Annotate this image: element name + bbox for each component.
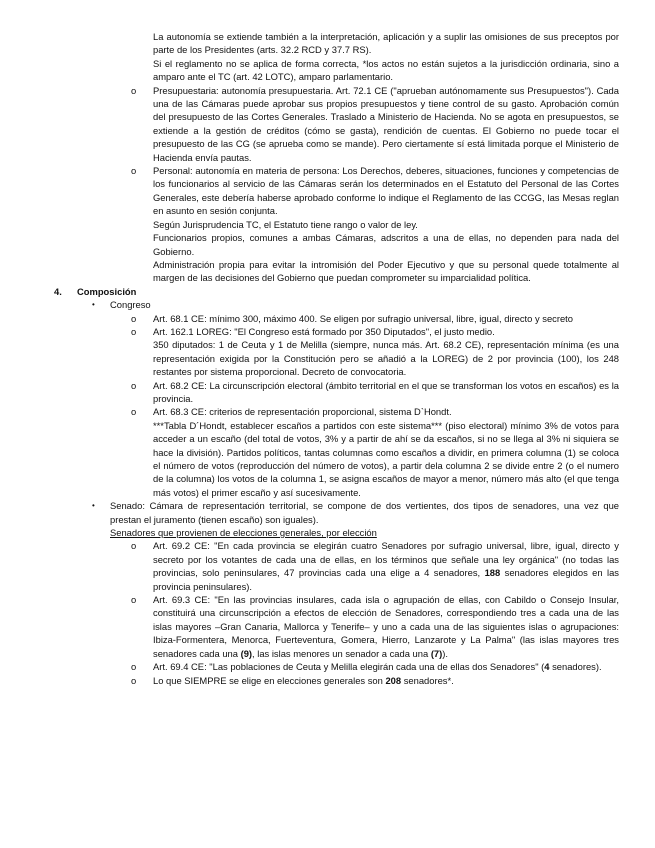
- text-personal-estatuto: Según Jurisprudencia TC, el Estatuto tiene rango o valor de ley.: [153, 218, 418, 230]
- text-tabla-dhondt: ***Tabla D´Hondt, establecer escaños a partidos con este sistema*** (piso electoral) mínimo 3% de votos para acceder a un escaño (del total de votos, 3% y a partir de ahí se da escaños, si no se llega al 3% ni siquiera se hace la división). Partidos políticos, tantas columnas como escaños a dividir, en primera columna (1) se coloca el número de votos (reproducción del número de votos), a partir dela columna 2 se divide entre 2 (o el numero de la columna) los votos de la columna 1, se asigna escaños de mayor a menor, número más alto (el que tenga más votos) el primer escaño y así sucesivamente.: [153, 419, 619, 498]
- list-item-art-162-1: [131, 325, 619, 379]
- text-art-69-3-c: ).: [442, 647, 449, 659]
- paragraph-interpretacion: [153, 30, 619, 57]
- number-188: 188: [484, 567, 501, 579]
- section-heading: [54, 285, 619, 298]
- text-interpretacion: La autonomía se extiende también a la interpretación, aplicación y a suplir las omisiones de sus preceptos por parte de los Presidentes (arts. 32.2 RCD y 37.7 RS).: [153, 31, 619, 56]
- document-page: [0, 30, 655, 687]
- bullet-senado: [92, 499, 619, 539]
- circle-bullet-icon: o: [131, 674, 137, 686]
- list-item-art-68-3: [131, 405, 619, 499]
- list-item-personal: [131, 164, 619, 285]
- text-art-69-4: [153, 660, 619, 673]
- circle-bullet-icon: o: [131, 312, 137, 324]
- list-item-art-69-2: [131, 539, 619, 593]
- section-number: 4.: [54, 285, 62, 297]
- text-reglamento: Si el reglamento no se aplica de forma correcta, *los actos no están sujetos a la jurisdicción ordinaria, sino a amparo ante el TC (art. 42 LOTC), amparo parlamentario.: [153, 57, 619, 83]
- text-art-162-1: Art. 162.1 LOREG: "El Congreso está formado por 350 Diputados", el justo medio.: [153, 325, 495, 337]
- circle-bullet-icon: o: [131, 540, 137, 552]
- text-art-68-2: Art. 68.2 CE: La circunscripción electoral (ámbito territorial en el que se transforman los votos en escaños) es la provincia.: [153, 379, 619, 404]
- text-art-69-3-a: Art. 69.3 CE: "En las provincias insulares, cada isla o agrupación de ellas, con Cabildo o Consejo Insular, constituirá una circunscripción a efectos de elección de Senadores, correspondiendo tres a cada una de las islas mayores –Gran Canaria, Mallorca y Tenerife– y uno a cada una de las siguientes islas o agrupaciones: Ibiza-Formentera, Menorca, Fuerteventura, Gomera, Hierro, Lanzarote y La Palma" (las islas mayores tres senadores cada una: [153, 594, 619, 659]
- text-siempre-208: [153, 674, 619, 687]
- circle-bullet-icon: o: [131, 406, 137, 418]
- circle-bullet-icon: o: [131, 594, 137, 606]
- text-art-69-2-a: Art. 69.2 CE: "En cada provincia se elegirán cuatro Senadores por sufragio universal, libre, igual, directo y secreto por los votantes de cada una de ellas, en los términos que señale una ley orgánica" (no todas las provincias, solo peninsulares, 47 provincias cada una elige a 4 senadores,: [153, 540, 619, 579]
- list-item-art-69-4: [131, 660, 619, 673]
- circle-bullet-icon: o: [131, 325, 137, 337]
- circle-bullet-icon: o: [131, 165, 137, 177]
- number-9: (9): [240, 647, 253, 659]
- text-350-diputados: 350 diputados: 1 de Ceuta y 1 de Melilla (siempre, nunca más. Art. 68.2 CE), representación mínima (es una representación exigida por la Constitución pero se añadió a la LOREG) de 2 por provincia (100), los 248 restantes por sistema proporcional. Decreto de convocatoria.: [153, 339, 619, 378]
- paragraph-reglamento: [153, 57, 619, 84]
- text-siempre-b: senadores*.: [403, 674, 454, 686]
- text-art-69-3: [153, 593, 619, 660]
- number-208: 208: [385, 674, 402, 686]
- circle-bullet-icon: o: [131, 661, 137, 673]
- bullet-icon: •: [92, 300, 95, 310]
- section-title: Composición: [77, 285, 137, 297]
- list-item-art-68-2: [131, 379, 619, 406]
- text-art-69-2-b: senadores elegidos en las provincia peninsulares).: [153, 567, 619, 592]
- text-art-68-1: Art. 68.1 CE: mínimo 300, máximo 400. Se eligen por sufragio universal, libre, igual, directo y secreto: [153, 312, 573, 324]
- text-siempre-a: Lo que SIEMPRE se elige en elecciones generales son: [153, 674, 383, 686]
- list-item-siempre-208: [131, 674, 619, 687]
- bullet-congreso: [92, 298, 619, 311]
- text-art-69-3-b: , las islas menores un senador a cada una: [252, 647, 429, 659]
- text-senado-intro: Senado: Cámara de representación territorial, se compone de dos vertientes, dos tipos de senadores, una vez que prestan el juramento (tienen escaño) son iguales).: [110, 500, 619, 525]
- text-personal-funcionarios: Funcionarios propios, comunes a ambas Cámaras, adscritos a una de ellas, no dependen para nada del Gobierno.: [153, 232, 619, 257]
- circle-bullet-icon: o: [131, 84, 137, 96]
- bullet-icon: •: [92, 501, 95, 511]
- number-7: (7): [430, 647, 443, 659]
- number-4: 4: [544, 661, 550, 673]
- list-item-art-68-1: [131, 312, 619, 325]
- text-congreso-label: Congreso: [110, 299, 151, 311]
- text-art-69-4-a: Art. 69.4 CE: "Las poblaciones de Ceuta y Melilla elegirán cada una de ellas dos Senadores" (: [153, 661, 545, 673]
- text-presupuestaria: Presupuestaria: autonomía presupuestaria. Art. 72.1 CE ("aprueban autónomamente sus Presupuestos"). Cada una de las Cámaras puede aprobar sus propios presupuestos y tiene control de su gasto. Aprobación común del presupuesto de las Cortes Generales. Traslado a Ministerio de Hacienda. No se agota en presupuestos, se extiende a la gestión de créditos (cómo se gasta), rendición de cuentas. El Gobierno no puede tocar el presupuesto de las CG (se aprueba como se mande). Pero ciertamente sí está limitada porque el Ministerio de Hacienda envía pautas.: [153, 84, 619, 163]
- circle-bullet-icon: o: [131, 379, 137, 391]
- list-item-presupuestaria: [131, 84, 619, 164]
- text-personal: Personal: autonomía en materia de persona: Los Derechos, deberes, situaciones, funciones y competencias de los funcionarios al servicio de las Cámaras serán los determinados en el Estatuto del Personal de las Cortes Generales, este debería haberse aprobado conforme lo indique el Reglamento de las CCGG, las Mesas reglan en asunto en sesión conjunta.: [153, 165, 619, 217]
- text-art-69-2: [153, 539, 619, 593]
- text-art-69-4-b: senadores).: [552, 661, 602, 673]
- list-item-art-69-3: [131, 593, 619, 660]
- text-art-68-3: Art. 68.3 CE: criterios de representación proporcional, sistema D`Hondt.: [153, 406, 452, 418]
- text-personal-administracion: Administración propia para evitar la intromisión del Poder Ejecutivo y que su personal quede totalmente al margen de las decisiones del Gobierno que puedan comprometer su imparcialidad política.: [153, 258, 619, 284]
- senado-subtitle: Senadores que provienen de elecciones generales, por elección: [110, 527, 377, 539]
